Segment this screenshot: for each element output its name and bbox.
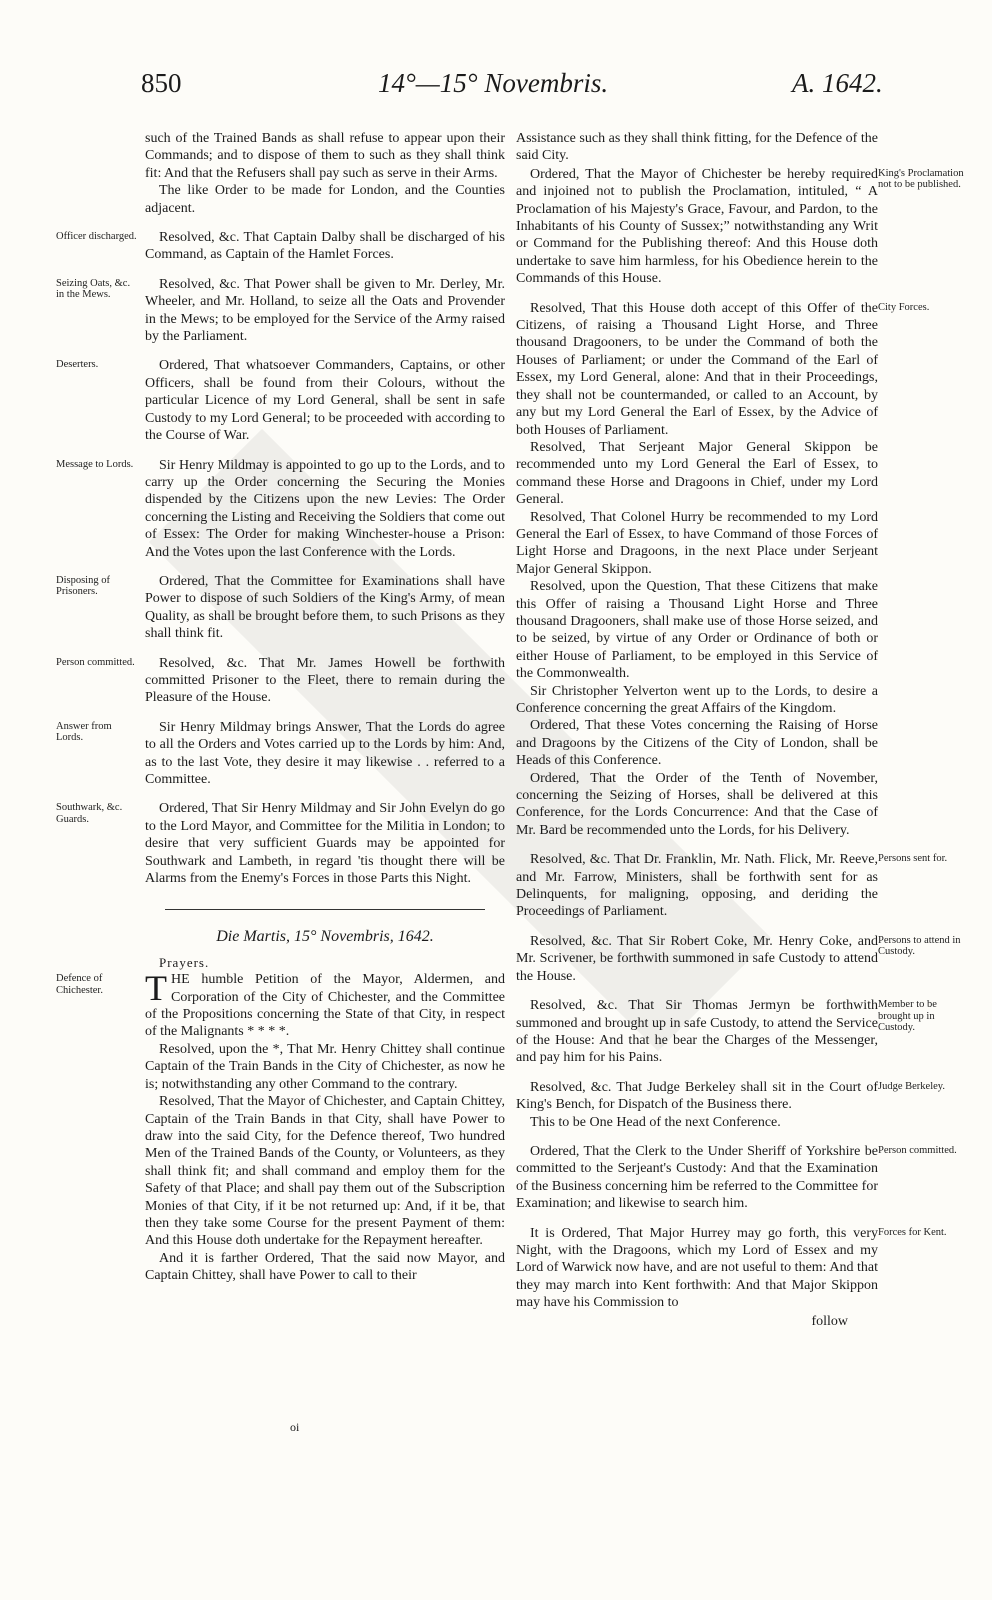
entry-paragraph: Resolved, &c. That Judge Berkeley shall sit in the Court of King's Bench, for Dispatch of the Business there. xyxy=(516,1079,878,1113)
entry-block xyxy=(56,573,505,643)
entry-block xyxy=(56,719,505,789)
running-year: A. 1642. xyxy=(792,68,883,98)
right-column xyxy=(516,130,964,1330)
entry-paragraph: Resolved, upon the *, That Mr. Henry Chittey shall continue Captain of the Train Bands in the City of Chichester, as now he is; notwithstanding any other Command to the contrary. xyxy=(145,1041,505,1092)
margin-note: Person committed. xyxy=(878,1144,957,1156)
entry-block xyxy=(516,1143,957,1213)
entry-paragraph: The like Order to be made for London, and the Counties adjacent. xyxy=(145,183,505,216)
entry-paragraph: It is Ordered, That Major Hurrey may go forth, this very Night, with the Dragoons, which my Lord of Essex and my Lord of Warwick now have, and are not useful to them: And that they may march into Kent forthwith: And that Major Skippon may have his Commission to xyxy=(516,1225,878,1311)
entry-paragraph: Resolved, &c. That Sir Thomas Jermyn be forthwith summoned and brought up in safe Custody, to attend the Service of the House: And that he bear the Charges of the Messenger, and pay him for his Pains. xyxy=(516,998,878,1066)
entry-block xyxy=(56,800,505,887)
entry-paragraph: Resolved, upon the Question, That these Citizens that make this Offer of raising a Thousand Light Horse and Three thousand Dragooners, shall make use of those Horse seized, and to be seized, by virtue of any Order or Ordinance of both or either House of Parliament, to be employed in this Service of the Commonwealth. xyxy=(516,579,878,682)
entry-block xyxy=(516,933,961,985)
catchword: follow xyxy=(811,1313,848,1329)
entry-paragraph: Resolved, &c. That Mr. James Howell be forthwith committed Prisoner to the Fleet, there to remain during the Pleasure of the House. xyxy=(145,655,505,706)
prayers-heading: Prayers. xyxy=(159,954,210,970)
left-column xyxy=(56,130,505,1297)
entry-paragraph: Ordered, That Sir Henry Mildmay and Sir John Evelyn do go to the Lord Mayor, and Committee for the Militia in London; to desire that very sufficient Guards may be appointed for Southwark and Lambeth, in regard 'tis thought there will be Alarms from the Enemy's Forces in those Parts this Night. xyxy=(145,801,505,887)
entry-block xyxy=(516,1225,947,1312)
entry-block xyxy=(516,166,964,288)
margin-note: Persons sent for. xyxy=(878,853,948,865)
entry-block xyxy=(145,130,505,217)
signature-mark: oi xyxy=(290,1420,300,1434)
margin-note: Member to be brought up in Custody. xyxy=(878,999,937,1034)
margin-note: Defence of Chichester. xyxy=(56,973,103,996)
entry-block xyxy=(516,997,937,1067)
entry-block xyxy=(516,1079,945,1131)
entry-paragraph: Ordered, That the Clerk to the Under Sheriff of Yorkshire be committed to the Serjeant's Custody: And that the Examination of the Business concerning him be referred to the Committee for Examination; and likewise to search him. xyxy=(516,1143,878,1212)
margin-note: Officer discharged. xyxy=(56,231,137,243)
entry-paragraph: Sir Christopher Yelverton went up to the Lords, to desire a Conference concerning the great Affairs of the Kingdom. xyxy=(516,683,878,716)
margin-note: Person committed. xyxy=(56,656,135,668)
entry-paragraph: This to be One Head of the next Conference. xyxy=(530,1114,781,1130)
entry-block xyxy=(56,357,505,444)
entry-paragraph: such of the Trained Bands as shall refuse to appear upon their Commands; and to dispose of them to such as they shall think fit: And that the Refusers shall pay such as serve in their Arms. xyxy=(145,131,505,181)
entry-paragraph: Ordered, That the Order of the Tenth of November, concerning the Seizing of Horses, shall be delivered at this Conference, for the Lords Concurrence: And that the Case of Mr. Bard be recommended unto the Lords, for his Delivery. xyxy=(516,770,878,838)
entry-paragraph: Resolved, &c. That Dr. Franklin, Mr. Nath. Flick, Mr. Reeve, and Mr. Farrow, Ministers, shall be forthwith sent for as Delinquents, for maligning, opposing, and deriding the Proceedings of Parliament. xyxy=(516,852,878,920)
margin-note: Seizing Oats, &c. in the Mews. xyxy=(56,277,131,301)
margin-note: King's Proclamation not to be published. xyxy=(878,167,964,191)
entry-paragraph: Resolved, &c. That Power shall be given to Mr. Derley, Mr. Wheeler, and Mr. Holland, to seize all the Oats and Provender in the Mews; to be employed for the Service of the Army raised by the Parliament. xyxy=(145,276,505,345)
entry-paragraph: Resolved, That this House doth accept of this Offer of the Citizens, of raising a Thousand Light Horse, and Three thousand Dragooners, to be under the Command of both the Houses of Parliament; or under the Command of the Earl of Essex, my Lord General, alone: And that in their Proceedings, they shall not be countermanded, or called to an Account, by any but my Lord General the Earl of Essex, by the Advice of both Houses of Parliament. xyxy=(516,300,878,438)
margin-note: Answer from Lords. xyxy=(56,720,112,744)
right-entries xyxy=(516,130,964,1312)
entry-block xyxy=(516,851,948,921)
day-heading: Die Martis, 15° Novembris, 1642. xyxy=(216,928,434,946)
entry-paragraph: And it is farther Ordered, That the said now Mayor, and Captain Chittey, shall have Power to call to their xyxy=(145,1250,505,1284)
margin-note: Deserters. xyxy=(56,359,99,371)
entry-paragraph: Ordered, That whatsoever Commanders, Captains, or other Officers, shall be found from their Colours, without the particular Licence of my Lord General, shall be sent in safe Custody to my Lord General; to be proceeded with according to the Course of War. xyxy=(145,358,505,444)
entry-paragraph: Sir Henry Mildmay brings Answer, That the Lords do agree to all the Orders and Votes carried up to the Lords by him: And, as to the last Vote, they desire it may likewise . . referred to a Committee. xyxy=(145,719,505,787)
entry-defence xyxy=(56,968,505,1284)
entry-block xyxy=(516,300,930,840)
entry-paragraph: Ordered, That the Mayor of Chichester be hereby required and injoined not to publish the Proclamation, intituled, “ A Proclamation of his Majesty's Grace, Favour, and Pardon, to the Inhabitants of his County of Sussex;” notwithstanding any Writ or Command for the Publishing thereof: And this House doth undertake to save him harmless, for his Obedience herein to the Commands of this House. xyxy=(516,166,878,287)
entry-paragraph: Resolved, That Colonel Hurry be recommended to my Lord General the Earl of Essex, to have Command of those Forces of Light Horse and Dragoons, in the next Place under Serjeant Major General Skippon. xyxy=(516,509,878,577)
entry-block xyxy=(56,655,505,707)
page-number: 850 xyxy=(141,68,182,98)
entry-paragraph: Resolved, &c. That Captain Dalby shall be discharged of his Command, as Captain of the Hamlet Forces. xyxy=(145,230,505,263)
margin-note: Persons to attend in Custody. xyxy=(878,934,961,958)
running-date: 14°—15° Novembris. xyxy=(378,68,609,98)
paragraph-text: HE humble Petition of the Mayor, Aldermen, and Corporation of the City of Chichester, and the Committee of the Propositions concerning the State of that City, in respect of the Malignants * * * *. xyxy=(145,972,505,1040)
drop-cap: T xyxy=(145,968,167,1009)
margin-note: Message to Lords. xyxy=(56,458,134,470)
entry-block xyxy=(56,276,505,346)
entry-paragraph: Ordered, That these Votes concerning the Raising of Horse and Dragoons by the Citizens of the City of London, shall be Heads of this Conference. xyxy=(516,718,878,769)
entry-paragraph: Resolved, That Serjeant Major General Skippon be recommended unto my Lord General the Earl of Essex, to command these Horse and Dragoons in Chief, under my Lord General. xyxy=(516,439,878,508)
entry-paragraph: Ordered, That the Committee for Examinations shall have Power to dispose of such Soldiers of the King's Army, of mean Quality, as shall be brought before them, to such Prisons as they shall think fit. xyxy=(145,573,505,642)
entry-paragraph: Resolved, That the Mayor of Chichester, and Captain Chittey, Captain of the Train Bands in that City, shall have Power to draw into the said City, for the Defence thereof, Two hundred Men of the Trained Bands of the County, or Volunteers, as they shall think fit; and shall command and employ them for the Safety of that Place; and shall pay them out of the Subscription Monies of that City, if it be not returned up: And, if it be, that then they take some Course for the present Payment of them: And this House doth undertake for the Repayment hereafter. xyxy=(145,1094,505,1249)
entry-paragraph: Assistance such as they shall think fitting, for the Defence of the said City. xyxy=(516,131,878,164)
margin-note: Forces for Kent. xyxy=(878,1226,947,1238)
entry-paragraph: Sir Henry Mildmay is appointed to go up to the Lords, and to carry up the Order concerning the Securing the Monies dispended by the Citizens upon the new Levies: The Order concerning the Listing and Receiving the Soldiers that come out of Essex: The Order for making Winchester-house a Prison: And the Votes upon the last Conference with the Lords. xyxy=(145,457,505,560)
left-entries xyxy=(56,130,505,887)
margin-note: Judge Berkeley. xyxy=(878,1080,945,1092)
entry-block xyxy=(56,457,505,561)
margin-note: City Forces. xyxy=(878,301,930,313)
margin-note: Disposing of Prisoners. xyxy=(56,574,110,598)
section-rule xyxy=(165,909,485,910)
entry-paragraph: Resolved, &c. That Sir Robert Coke, Mr. Henry Coke, and Mr. Scrivener, be forthwith summoned in safe Custody to attend the House. xyxy=(516,933,878,984)
entry-block xyxy=(56,229,505,264)
entry-paragraph xyxy=(145,968,505,1041)
entry-block xyxy=(516,130,878,165)
margin-note: Southwark, &c. Guards. xyxy=(56,802,123,825)
